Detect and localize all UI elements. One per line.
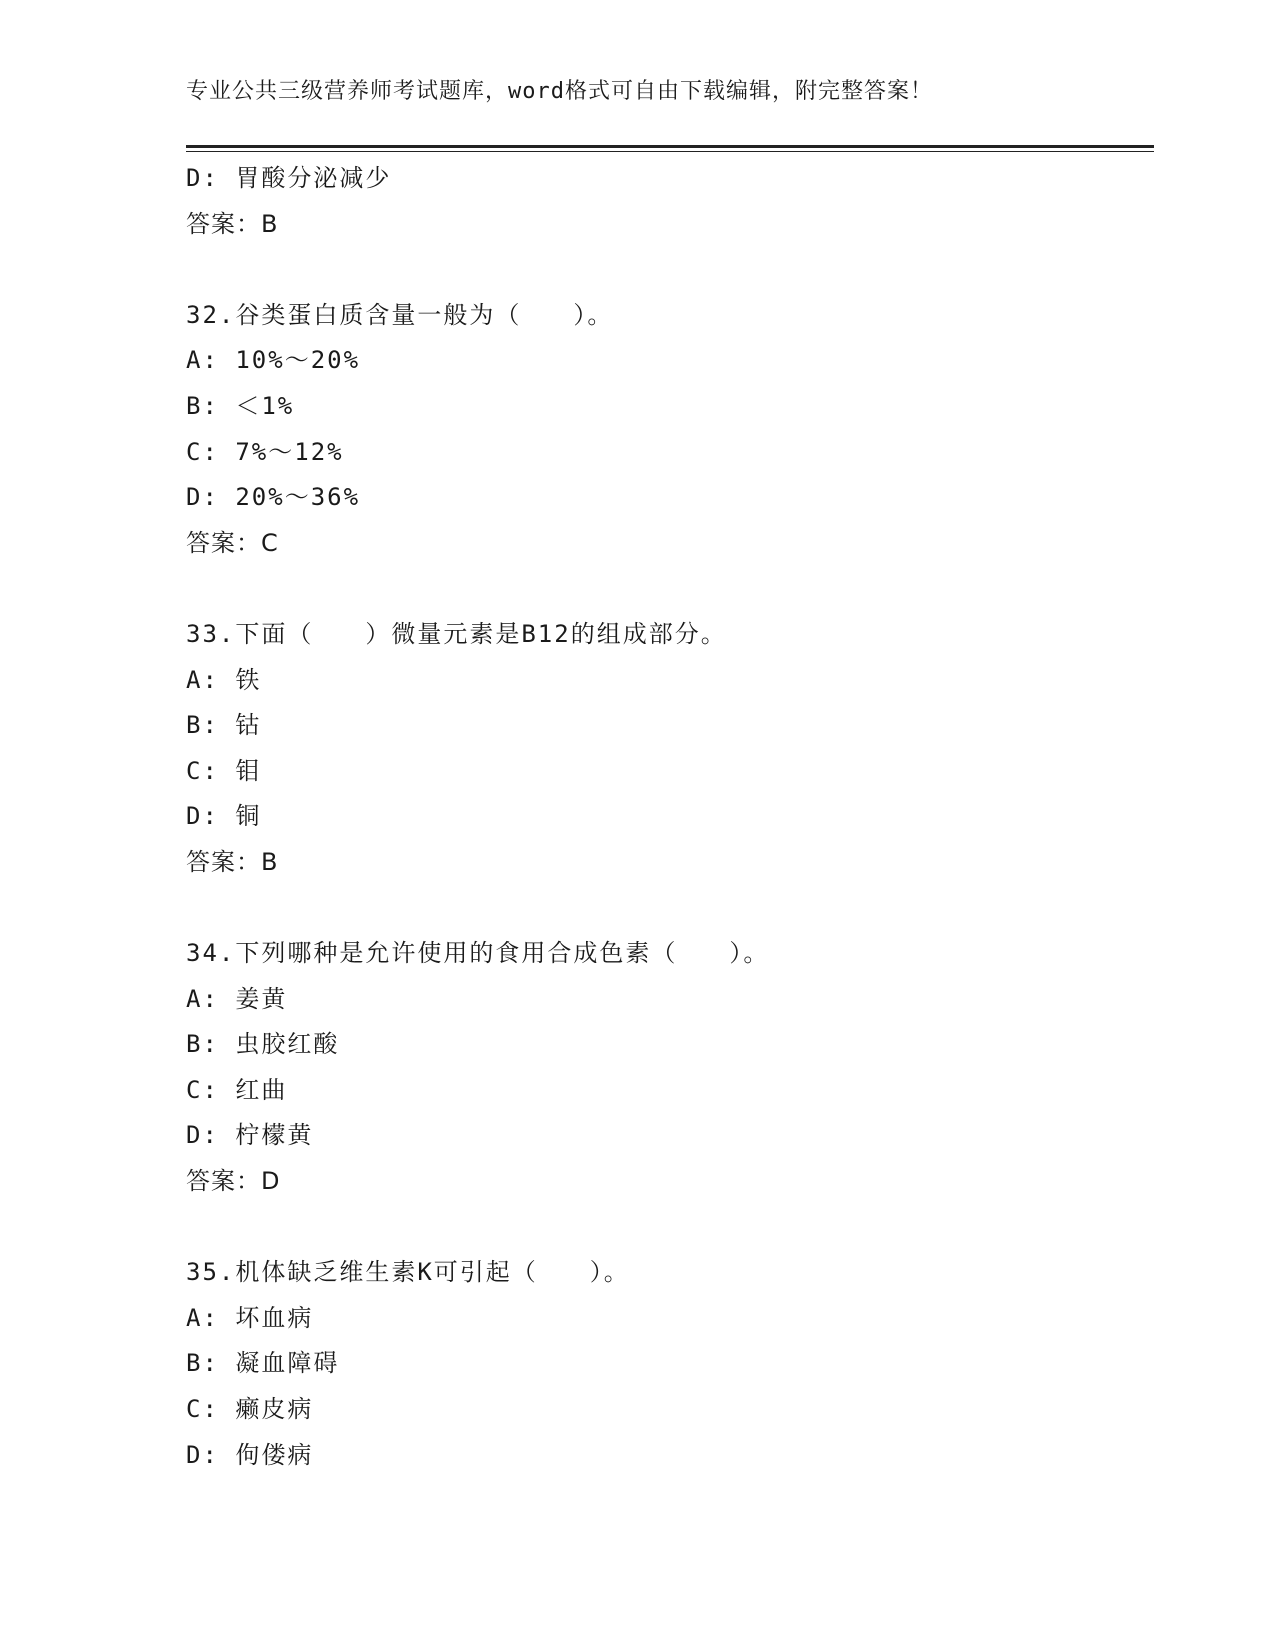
question-stem: 32.谷类蛋白质含量一般为（ ）。 (186, 300, 614, 329)
spacer (186, 566, 1154, 612)
question-34 (186, 931, 1154, 1205)
option-d: D: 佝偻病 (186, 1440, 314, 1469)
option-b: B: ＜1% (186, 391, 295, 420)
answer: 答案：B (186, 209, 279, 238)
option-d: D: 胃酸分泌减少 (186, 164, 392, 192)
option-b: B: 钴 (186, 711, 262, 740)
spacer (186, 886, 1154, 932)
option-b: B: 凝血障碍 (186, 1349, 340, 1378)
answer: 答案：B (186, 847, 279, 876)
question-stem: 33.下面（ ）微量元素是B12的组成部分。 (186, 619, 727, 648)
option-d: D: 铜 (186, 802, 262, 831)
option-b: B: 虫胶红酸 (186, 1030, 340, 1059)
option-c: C: 红曲 (186, 1075, 288, 1104)
spacer (186, 1205, 1154, 1251)
answer: 答案：D (186, 1167, 281, 1196)
page-header: 专业公共三级营养师考试题库，word格式可自由下载编辑，附完整答案！ (186, 79, 933, 104)
header-rule-thin (186, 151, 1154, 152)
spacer (186, 247, 1154, 293)
option-c: C: 癞皮病 (186, 1395, 314, 1424)
page-content (186, 156, 1154, 1478)
question-32 (186, 293, 1154, 567)
option-a: A: 10%～20% (186, 346, 361, 375)
option-a: A: 铁 (186, 665, 262, 694)
option-a: A: 坏血病 (186, 1303, 314, 1332)
question-stem: 35.机体缺乏维生素K可引起（ ）。 (186, 1258, 630, 1287)
question-stem: 34.下列哪种是允许使用的食用合成色素（ ）。 (186, 939, 770, 968)
question-35 (186, 1250, 1154, 1478)
option-c: C: 钼 (186, 756, 262, 785)
question-33 (186, 612, 1154, 886)
option-d: D: 20%～36% (186, 483, 361, 512)
option-d: D: 柠檬黄 (186, 1121, 314, 1150)
option-c: C: 7%～12% (186, 437, 344, 466)
option-a: A: 姜黄 (186, 984, 288, 1013)
answer: 答案：C (186, 528, 279, 557)
header-rule-thick (186, 145, 1154, 148)
